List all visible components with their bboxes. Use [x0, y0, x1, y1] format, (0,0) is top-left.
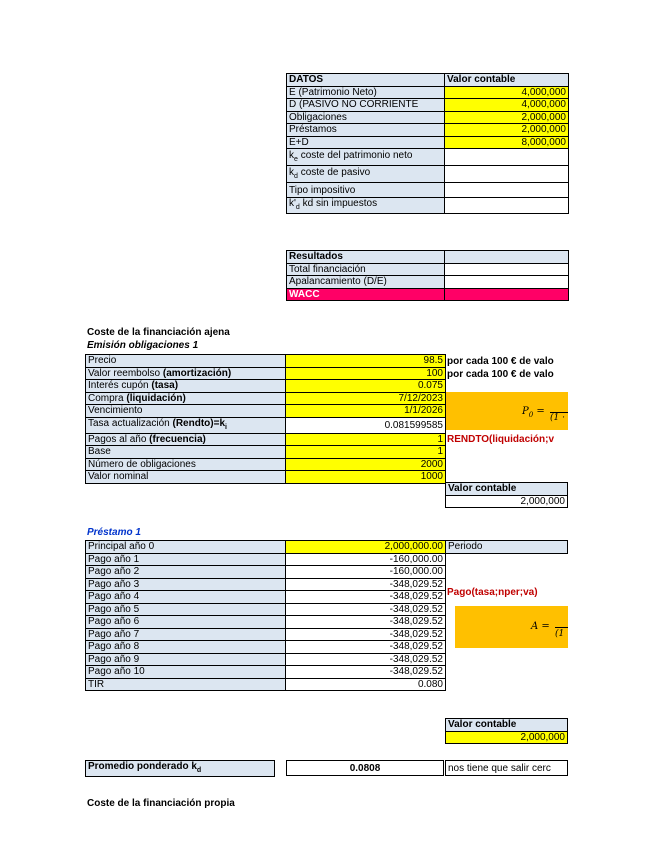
promedio-value[interactable]: 0.0808: [287, 761, 444, 776]
interes-cupon-label: Interés cupón (tasa): [86, 380, 286, 393]
kd-value[interactable]: [445, 166, 569, 183]
tasa-actualizacion-label: Tasa actualización $(Rendto)=k_i$: [86, 417, 286, 433]
por-cada-note-2: por cada 100 € de valo: [447, 369, 554, 380]
pagos-al-ano-value[interactable]: 1: [286, 433, 446, 446]
apalancamiento-value[interactable]: [445, 276, 569, 289]
base-label: Base: [86, 446, 286, 459]
pago-value[interactable]: -160,000.00: [286, 553, 446, 566]
pago-value[interactable]: -348,029.52: [286, 628, 446, 641]
pago-value[interactable]: -348,029.52: [286, 578, 446, 591]
prestamo-valor-contable-value[interactable]: 2,000,000: [446, 731, 568, 744]
valor-nominal-label: Valor nominal: [86, 471, 286, 484]
tipo-impositivo-value[interactable]: [445, 183, 569, 198]
pago-value[interactable]: -160,000.00: [286, 566, 446, 579]
promedio-label: Promedio ponderado $k_d$: [86, 761, 275, 777]
pago-label: Pago año 9: [86, 653, 286, 666]
resultados-header-blank: [445, 251, 569, 264]
valor-contable-header: Valor contable: [445, 74, 569, 87]
tir-value[interactable]: 0.080: [286, 678, 446, 691]
annuity-formula: A = (1: [455, 606, 568, 648]
pago-value[interactable]: -348,029.52: [286, 653, 446, 666]
ke-value[interactable]: [445, 149, 569, 166]
kd-sin-impuestos-label: $k'_d$ kd sin impuestos: [287, 198, 445, 214]
ke-label: $k_e$ coste del patrimonio neto: [287, 149, 445, 166]
wacc-label: WACC: [287, 288, 445, 301]
precio-value[interactable]: 98.5: [286, 355, 446, 368]
promedio-note-box: [445, 760, 568, 776]
ajena-title: Coste de la financiación ajena: [87, 327, 230, 338]
valor-contable-header: Valor contable: [446, 719, 568, 732]
obligaciones-table: [85, 354, 446, 484]
numero-obligaciones-value[interactable]: 2000: [286, 458, 446, 471]
valor-reembolso-value[interactable]: 100: [286, 367, 446, 380]
kd-label: $k_d$ coste de pasivo: [287, 166, 445, 183]
periodo-label: Periodo: [446, 541, 568, 554]
numero-obligaciones-label: Número de obligaciones: [86, 458, 286, 471]
total-financiacion-label: Total financiación: [287, 263, 445, 276]
principal-value[interactable]: 2,000,000.00: [286, 541, 446, 554]
datos-header: DATOS: [287, 74, 445, 87]
por-cada-note-1: por cada 100 € de valo: [447, 356, 554, 367]
base-value[interactable]: 1: [286, 446, 446, 459]
obligaciones-valor-contable-value[interactable]: 2,000,000: [446, 495, 568, 508]
vencimiento-label: Vencimiento: [86, 405, 286, 418]
pago-value[interactable]: -348,029.52: [286, 616, 446, 629]
datos-value[interactable]: 4,000,000: [445, 86, 569, 99]
pagos-al-ano-label: Pagos al año (frecuencia): [86, 433, 286, 446]
interes-cupon-value[interactable]: 0.075: [286, 380, 446, 393]
compra-value[interactable]: 7/12/2023: [286, 392, 446, 405]
pago-label: Pago año 6: [86, 616, 286, 629]
pago-value[interactable]: -348,029.52: [286, 641, 446, 654]
datos-label: D (PASIVO NO CORRIENTE: [287, 99, 445, 112]
valor-nominal-value[interactable]: 1000: [286, 471, 446, 484]
datos-value[interactable]: 2,000,000: [445, 111, 569, 124]
pago-value[interactable]: -348,029.52: [286, 591, 446, 604]
datos-label: Préstamos: [287, 124, 445, 137]
pago-label: Pago año 2: [86, 566, 286, 579]
datos-value[interactable]: 2,000,000: [445, 124, 569, 137]
bond-price-formula: $P_0$ = (1 ·: [446, 392, 568, 430]
promedio-note: nos tiene que salir cerc: [446, 761, 568, 776]
datos-label: Obligaciones: [287, 111, 445, 124]
pago-formula-note: Pago(tasa;nper;va): [447, 587, 538, 598]
principal-label: Principal año 0: [86, 541, 286, 554]
datos-value[interactable]: 4,000,000: [445, 99, 569, 112]
pago-label: Pago año 8: [86, 641, 286, 654]
wacc-value[interactable]: [445, 288, 569, 301]
rendto-formula-note: RENDTO(liquidación;v: [447, 434, 555, 445]
obligaciones-valor-contable: [445, 482, 568, 508]
pago-label: Pago año 4: [86, 591, 286, 604]
resultados-header: Resultados: [287, 251, 445, 264]
precio-label: Precio: [86, 355, 286, 368]
pago-label: Pago año 1: [86, 553, 286, 566]
compra-label: Compra (liquidación): [86, 392, 286, 405]
prestamo-table: [85, 540, 446, 691]
vencimiento-value[interactable]: 1/1/2026: [286, 405, 446, 418]
resultados-table: [286, 250, 569, 301]
apalancamiento-label: Apalancamiento (D/E): [287, 276, 445, 289]
periodo-table: [445, 540, 568, 554]
total-financiacion-value[interactable]: [445, 263, 569, 276]
pago-value[interactable]: -348,029.52: [286, 666, 446, 679]
promedio-label-box: [85, 760, 275, 777]
tir-label: TIR: [86, 678, 286, 691]
pago-label: Pago año 7: [86, 628, 286, 641]
datos-table: [286, 73, 569, 214]
tasa-actualizacion-value[interactable]: 0.081599585: [286, 417, 446, 433]
pago-label: Pago año 10: [86, 666, 286, 679]
datos-value[interactable]: 8,000,000: [445, 136, 569, 149]
obligaciones-subtitle: Emisión obligaciones 1: [87, 340, 199, 351]
propia-title: Coste de la financiación propia: [87, 798, 235, 809]
pago-label: Pago año 3: [86, 578, 286, 591]
valor-contable-header: Valor contable: [446, 483, 568, 496]
promedio-value-box: [286, 760, 444, 776]
prestamo-valor-contable: [445, 718, 568, 744]
datos-label: E (Patrimonio Neto): [287, 86, 445, 99]
tipo-impositivo-label: Tipo impositivo: [287, 183, 445, 198]
pago-value[interactable]: -348,029.52: [286, 603, 446, 616]
datos-label: E+D: [287, 136, 445, 149]
prestamo-title: Préstamo 1: [87, 527, 141, 538]
pago-label: Pago año 5: [86, 603, 286, 616]
valor-reembolso-label: Valor reembolso (amortización): [86, 367, 286, 380]
kd-sin-impuestos-value[interactable]: [445, 198, 569, 214]
